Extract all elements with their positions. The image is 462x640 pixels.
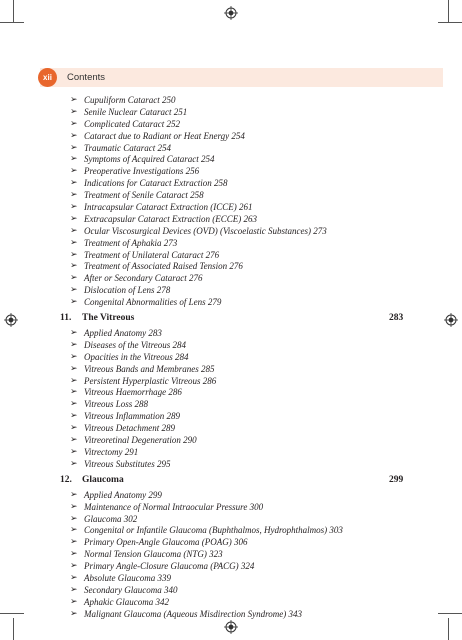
toc-entry-text: Vitreous Haemorrhage 286 xyxy=(84,387,182,398)
arrowhead-bullet-icon: ➢ xyxy=(70,106,78,117)
registration-mark-icon xyxy=(224,6,238,20)
arrowhead-bullet-icon: ➢ xyxy=(70,596,78,607)
toc-entry xyxy=(70,502,462,514)
arrowhead-bullet-icon: ➢ xyxy=(70,435,78,446)
arrowhead-bullet-icon: ➢ xyxy=(70,513,78,524)
toc-entry xyxy=(70,585,462,597)
toc-entry xyxy=(70,537,462,549)
toc-entry xyxy=(70,143,462,155)
chapter-heading xyxy=(0,312,462,325)
toc-entry xyxy=(70,202,462,214)
arrowhead-bullet-icon: ➢ xyxy=(70,237,78,248)
toc-entry xyxy=(70,328,462,340)
toc-entry xyxy=(70,597,462,609)
toc-entry-text: Opacities in the Vitreous 284 xyxy=(84,351,189,362)
arrowhead-bullet-icon: ➢ xyxy=(70,375,78,386)
toc-entry xyxy=(70,447,462,459)
toc-entry xyxy=(70,573,462,585)
arrowhead-bullet-icon: ➢ xyxy=(70,249,78,260)
arrowhead-bullet-icon: ➢ xyxy=(70,525,78,536)
toc-entry-text: Complicated Cataract 252 xyxy=(84,118,180,129)
toc-entry xyxy=(70,423,462,435)
arrowhead-bullet-icon: ➢ xyxy=(70,273,78,284)
toc-entry-text: Maintenance of Normal Intraocular Pressure 300 xyxy=(84,501,264,512)
arrowhead-bullet-icon: ➢ xyxy=(70,178,78,189)
toc-entry xyxy=(70,154,462,166)
toc-entry-text: Applied Anatomy 299 xyxy=(84,489,162,500)
toc-entry-text: Vitreous Inflammation 289 xyxy=(84,411,180,422)
toc-entry-text: Ocular Viscosurgical Devices (OVD) (Viscoelastic Substances) 273 xyxy=(84,225,327,236)
toc-entry-text: Treatment of Senile Cataract 258 xyxy=(84,190,204,201)
toc-entry xyxy=(70,340,462,352)
chapter-page-number: 299 xyxy=(389,474,404,485)
toc-entry xyxy=(70,261,462,273)
arrowhead-bullet-icon: ➢ xyxy=(70,537,78,548)
toc-entry-text: Congenital or Infantile Glaucoma (Buphthalmos, Hydrophthalmos) 303 xyxy=(84,525,343,536)
crop-mark xyxy=(448,618,449,640)
toc-entry xyxy=(70,178,462,190)
toc-entry xyxy=(70,514,462,526)
toc-entry-text: Vitreous Bands and Membranes 285 xyxy=(84,363,215,374)
chapter-title: Glaucoma xyxy=(82,474,124,485)
toc-entry xyxy=(70,459,462,471)
toc-entry-text: Treatment of Unilateral Cataract 276 xyxy=(84,249,220,260)
toc-entry-text: Diseases of the Vitreous 284 xyxy=(84,339,186,350)
page-number-badge: xii xyxy=(38,68,57,87)
toc-entry-text: Secondary Glaucoma 340 xyxy=(84,584,178,595)
crop-mark xyxy=(438,22,462,23)
toc-entry-text: Glaucoma 302 xyxy=(84,513,138,524)
arrowhead-bullet-icon: ➢ xyxy=(70,202,78,213)
toc-entry-text: Vitreous Substitutes 295 xyxy=(84,458,171,469)
toc-entry-text: Intracapsular Cataract Extraction (ICCE) 261 xyxy=(84,202,253,213)
arrowhead-bullet-icon: ➢ xyxy=(70,446,78,457)
toc-entry-text: Dislocation of Lens 278 xyxy=(84,285,171,296)
toc-entry-text: Treatment of Associated Raised Tension 276 xyxy=(84,261,243,272)
toc-entry-text: Senile Nuclear Cataract 251 xyxy=(84,106,188,117)
toc-entry-text: Normal Tension Glaucoma (NTG) 323 xyxy=(84,549,223,560)
arrowhead-bullet-icon: ➢ xyxy=(70,489,78,500)
arrowhead-bullet-icon: ➢ xyxy=(70,549,78,560)
arrowhead-bullet-icon: ➢ xyxy=(70,118,78,129)
arrowhead-bullet-icon: ➢ xyxy=(70,387,78,398)
toc-entry xyxy=(70,297,462,309)
toc-entry xyxy=(70,387,462,399)
arrowhead-bullet-icon: ➢ xyxy=(70,95,78,105)
toc-entry xyxy=(70,107,462,119)
toc-entry-text: Traumatic Cataract 254 xyxy=(84,142,172,153)
arrowhead-bullet-icon: ➢ xyxy=(70,190,78,201)
crop-mark xyxy=(448,0,449,22)
toc-entry-text: Primary Angle-Closure Glaucoma (PACG) 324 xyxy=(84,561,255,572)
arrowhead-bullet-icon: ➢ xyxy=(70,328,78,339)
crop-mark xyxy=(0,22,24,23)
arrowhead-bullet-icon: ➢ xyxy=(70,411,78,422)
toc-entry xyxy=(70,95,462,107)
toc-entry xyxy=(70,119,462,131)
toc-entry-text: Malignant Glaucoma (Aqueous Misdirection Syndrome) 343 xyxy=(84,608,303,619)
toc-entry-text: Extracapsular Cataract Extraction (ECCE) 263 xyxy=(84,213,257,224)
toc-entry xyxy=(70,411,462,423)
arrowhead-bullet-icon: ➢ xyxy=(70,584,78,595)
arrowhead-bullet-icon: ➢ xyxy=(70,225,78,236)
arrowhead-bullet-icon: ➢ xyxy=(70,166,78,177)
toc-entry xyxy=(70,214,462,226)
chapter-heading xyxy=(0,474,462,487)
header-title: Contents xyxy=(67,72,106,83)
toc-entry xyxy=(70,190,462,202)
arrowhead-bullet-icon: ➢ xyxy=(70,351,78,362)
toc-entry xyxy=(70,131,462,143)
toc-entry xyxy=(70,273,462,285)
crop-mark xyxy=(13,618,14,640)
toc-entry xyxy=(70,238,462,250)
toc-entry-text: Symptoms of Acquired Cataract 254 xyxy=(84,154,215,165)
arrowhead-bullet-icon: ➢ xyxy=(70,572,78,583)
arrowhead-bullet-icon: ➢ xyxy=(70,501,78,512)
toc-entry-text: Treatment of Aphakia 273 xyxy=(84,237,178,248)
chapter-number: 11. xyxy=(60,313,72,324)
arrowhead-bullet-icon: ➢ xyxy=(70,297,78,308)
toc-entry-text: Cupuliform Cataract 250 xyxy=(84,95,176,105)
arrowhead-bullet-icon: ➢ xyxy=(70,261,78,272)
toc-entry-text: Preoperative Investigations 256 xyxy=(84,166,200,177)
arrowhead-bullet-icon: ➢ xyxy=(70,285,78,296)
arrowhead-bullet-icon: ➢ xyxy=(70,130,78,141)
toc-entry xyxy=(70,250,462,262)
toc-entry-text: Indications for Cataract Extraction 258 xyxy=(84,178,228,189)
arrowhead-bullet-icon: ➢ xyxy=(70,142,78,153)
toc-entry xyxy=(70,561,462,573)
toc-entry-text: Vitreous Loss 288 xyxy=(84,399,149,410)
chapter-number: 12. xyxy=(60,474,72,485)
toc-entry xyxy=(70,226,462,238)
toc-entry xyxy=(70,399,462,411)
toc-entry xyxy=(70,376,462,388)
table-of-contents xyxy=(0,95,462,621)
toc-entry-text: Aphakic Glaucoma 342 xyxy=(84,596,169,607)
toc-entry xyxy=(70,490,462,502)
toc-entry xyxy=(70,435,462,447)
toc-entry xyxy=(70,549,462,561)
arrowhead-bullet-icon: ➢ xyxy=(70,608,78,619)
toc-entry xyxy=(70,364,462,376)
toc-entry xyxy=(70,609,462,621)
arrowhead-bullet-icon: ➢ xyxy=(70,458,78,469)
chapter-title: The Vitreous xyxy=(82,313,135,324)
arrowhead-bullet-icon: ➢ xyxy=(70,339,78,350)
registration-mark-icon xyxy=(224,620,238,634)
toc-entry xyxy=(70,525,462,537)
toc-entry xyxy=(70,166,462,178)
arrowhead-bullet-icon: ➢ xyxy=(70,423,78,434)
toc-entry-text: Congenital Abnormalities of Lens 279 xyxy=(84,297,222,308)
chapter-page-number: 283 xyxy=(389,313,404,324)
toc-entry-text: Absolute Glaucoma 339 xyxy=(84,572,171,583)
arrowhead-bullet-icon: ➢ xyxy=(70,154,78,165)
arrowhead-bullet-icon: ➢ xyxy=(70,363,78,374)
toc-entry-text: Cataract due to Radiant or Heat Energy 254 xyxy=(84,130,245,141)
toc-entry-text: Persistent Hyperplastic Vitreous 286 xyxy=(84,375,217,386)
toc-entry-text: Vitrectomy 291 xyxy=(84,446,139,457)
arrowhead-bullet-icon: ➢ xyxy=(70,213,78,224)
toc-entry-text: After or Secondary Cataract 276 xyxy=(84,273,203,284)
crop-mark xyxy=(13,0,14,22)
toc-entry-text: Vitreoretinal Degeneration 290 xyxy=(84,435,197,446)
toc-entry-text: Primary Open-Angle Glaucoma (POAG) 306 xyxy=(84,537,248,548)
toc-entry xyxy=(70,285,462,297)
arrowhead-bullet-icon: ➢ xyxy=(70,399,78,410)
arrowhead-bullet-icon: ➢ xyxy=(70,561,78,572)
running-header xyxy=(40,68,443,87)
toc-entry-text: Applied Anatomy 283 xyxy=(84,328,162,339)
toc-entry xyxy=(70,352,462,364)
toc-entry-text: Vitreous Detachment 289 xyxy=(84,423,175,434)
